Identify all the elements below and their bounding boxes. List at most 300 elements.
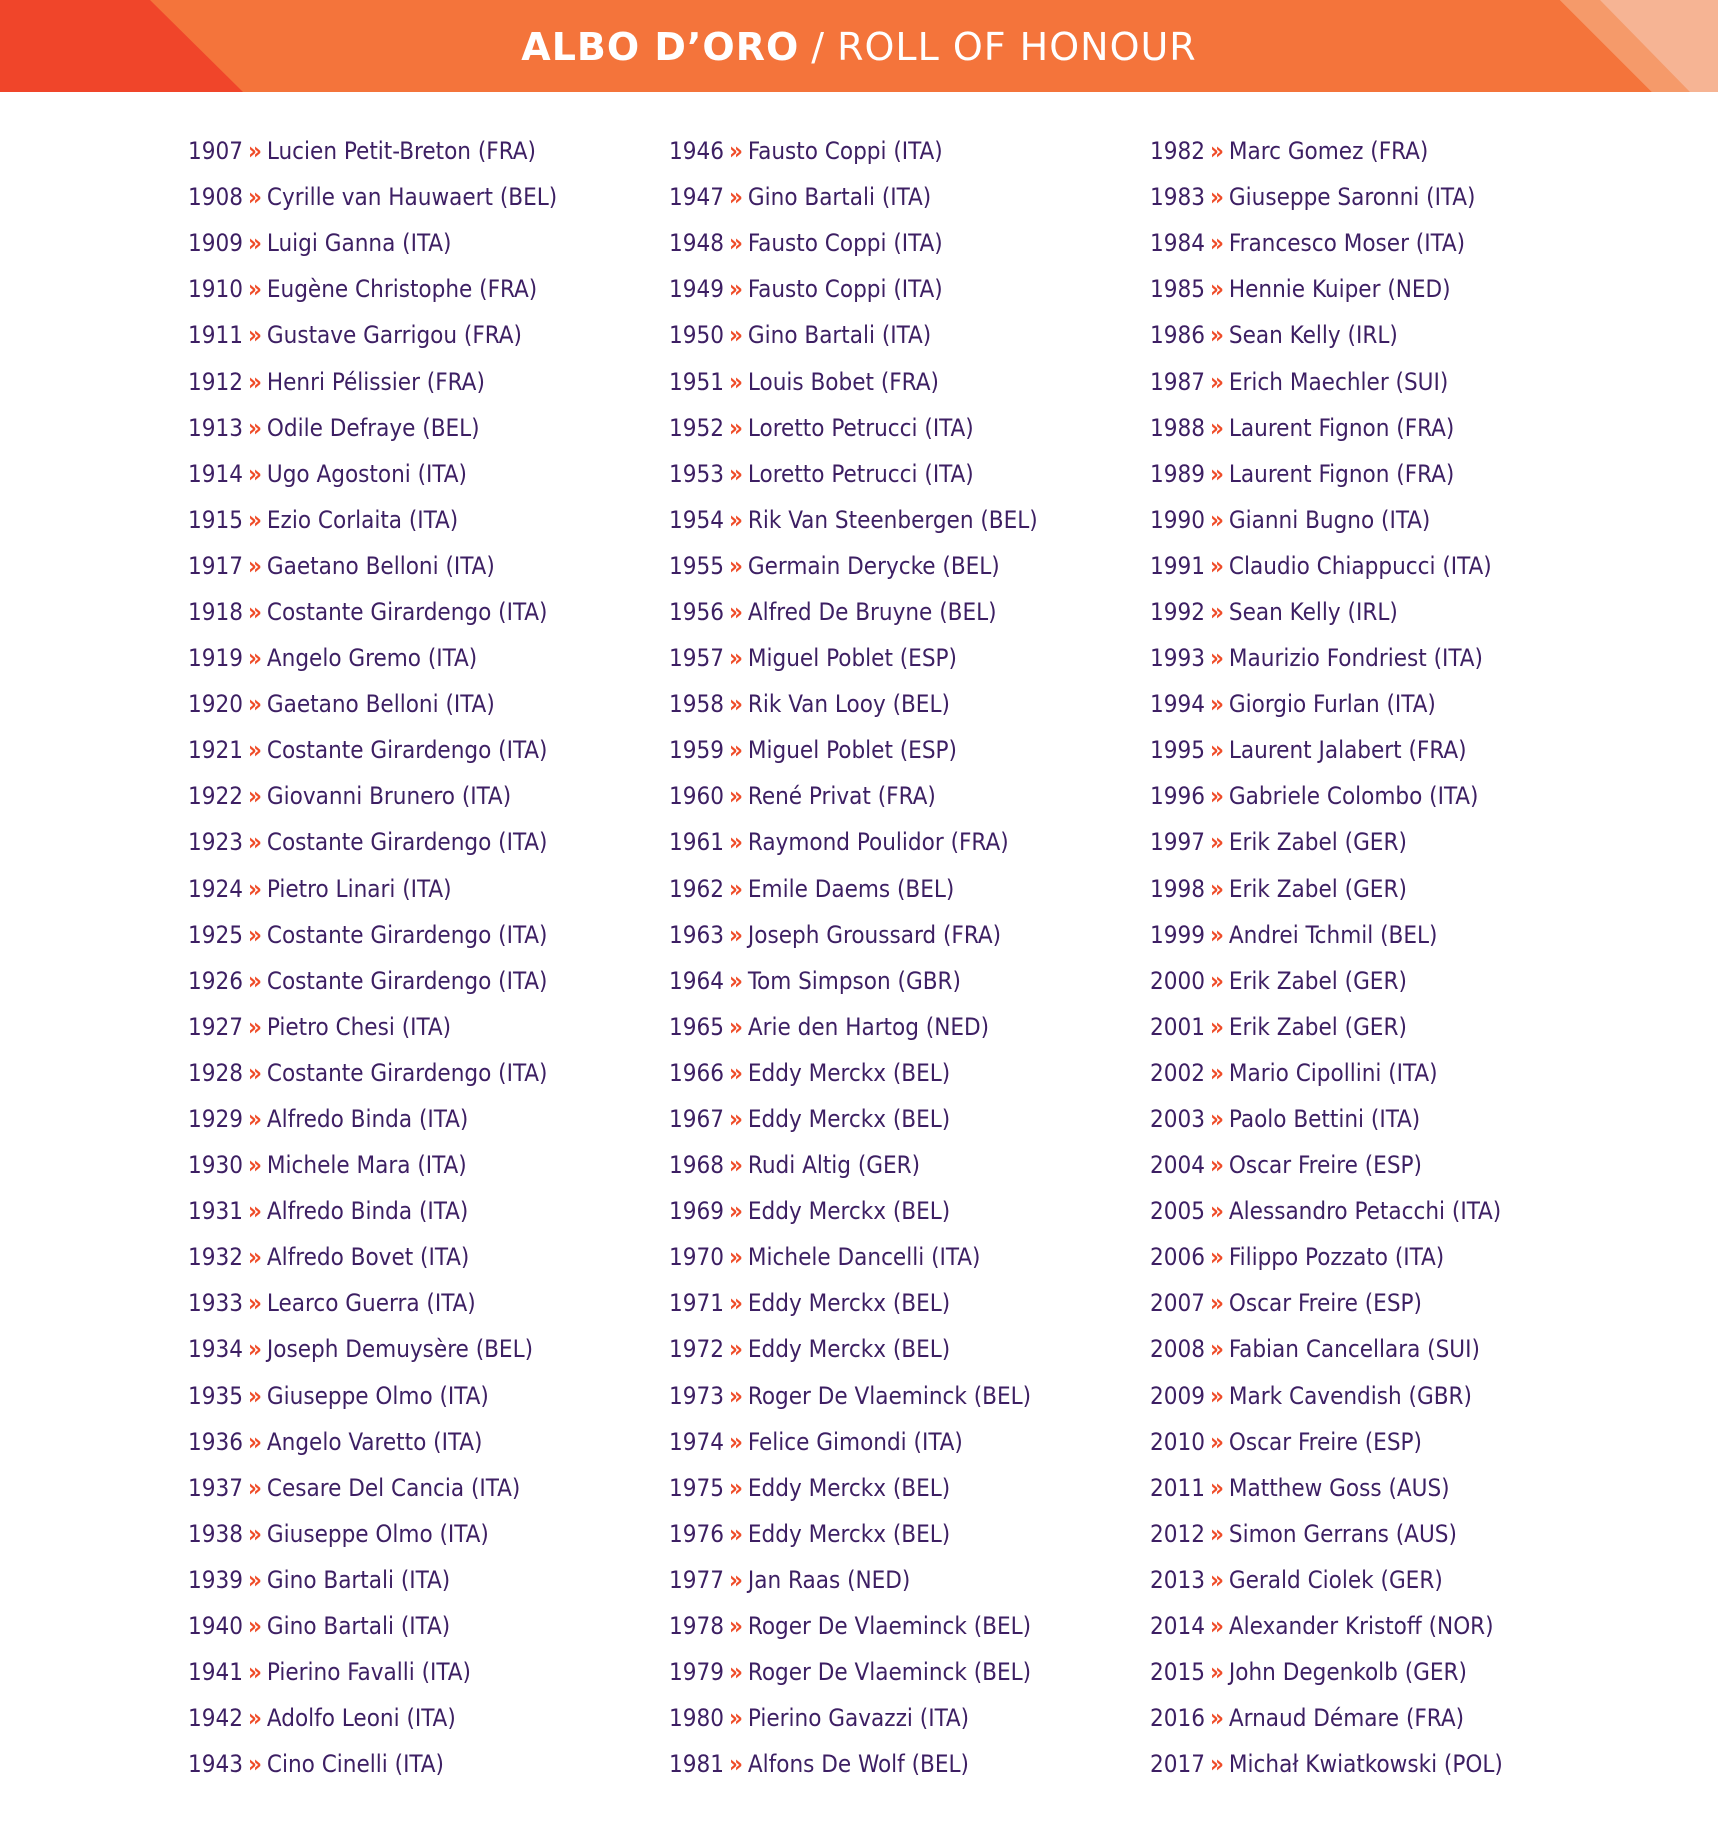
chevron-right-icon: » (1209, 1658, 1224, 1687)
year-label: 1993 (1150, 644, 1205, 673)
list-item (669, 1050, 1038, 1096)
year-label: 1955 (669, 551, 724, 580)
list-item (188, 405, 557, 451)
list-item (669, 958, 1038, 1004)
winner-name: Cino Cinelli (ITA) (266, 1750, 444, 1779)
year-label: 2002 (1150, 1058, 1205, 1087)
year-label: 1910 (188, 275, 243, 304)
winner-name: Rudi Altig (GER) (747, 1151, 921, 1180)
chevron-right-icon: » (1209, 828, 1224, 857)
year-label: 1942 (188, 1704, 243, 1733)
chevron-right-icon: » (728, 874, 743, 903)
year-label: 1968 (669, 1151, 724, 1180)
winner-name: Costante Girardengo (ITA) (266, 828, 548, 857)
chevron-right-icon: » (247, 1565, 262, 1594)
winner-name: Michele Dancelli (ITA) (747, 1243, 981, 1272)
list-item (1150, 1050, 1503, 1096)
chevron-right-icon: » (247, 1243, 262, 1272)
year-label: 1996 (1150, 782, 1205, 811)
year-label: 2001 (1150, 1012, 1205, 1041)
list-item (1150, 1603, 1503, 1649)
chevron-right-icon: » (247, 690, 262, 719)
list-item (188, 773, 557, 819)
list-item (188, 1050, 557, 1096)
year-label: 2014 (1150, 1612, 1205, 1641)
chevron-right-icon: » (247, 1151, 262, 1180)
chevron-right-icon: » (247, 736, 262, 765)
chevron-right-icon: » (247, 1289, 262, 1318)
year-label: 1980 (669, 1704, 724, 1733)
winner-name: Eddy Merckx (BEL) (747, 1197, 951, 1226)
winner-name: Cyrille van Hauwaert (BEL) (266, 183, 558, 212)
year-label: 1961 (669, 828, 724, 857)
winner-name: Erik Zabel (GER) (1228, 874, 1407, 903)
year-label: 1990 (1150, 505, 1205, 534)
year-label: 1976 (669, 1519, 724, 1548)
year-label: 1921 (188, 736, 243, 765)
year-label: 1975 (669, 1473, 724, 1502)
list-item (1150, 405, 1503, 451)
year-label: 1992 (1150, 597, 1205, 626)
year-label: 2009 (1150, 1381, 1205, 1410)
year-label: 1984 (1150, 229, 1205, 258)
winner-name: Loretto Petrucci (ITA) (747, 413, 974, 442)
winner-name: Sean Kelly (IRL) (1228, 597, 1398, 626)
list-item (669, 1419, 1038, 1465)
year-label: 1909 (188, 229, 243, 258)
winner-name: Costante Girardengo (ITA) (266, 736, 548, 765)
chevron-right-icon: » (247, 1750, 262, 1779)
chevron-right-icon: » (247, 874, 262, 903)
list-item (1150, 912, 1503, 958)
chevron-right-icon: » (1209, 1335, 1224, 1364)
chevron-right-icon: » (728, 920, 743, 949)
winner-name: Fausto Coppi (ITA) (747, 275, 943, 304)
list-item (1150, 958, 1503, 1004)
chevron-right-icon: » (728, 137, 743, 166)
chevron-right-icon: » (728, 644, 743, 673)
winner-name: Odile Defraye (BEL) (266, 413, 480, 442)
year-label: 1988 (1150, 413, 1205, 442)
year-label: 2013 (1150, 1565, 1205, 1594)
chevron-right-icon: » (247, 137, 262, 166)
year-label: 1978 (669, 1612, 724, 1641)
list-item (669, 635, 1038, 681)
chevron-right-icon: » (728, 1381, 743, 1410)
chevron-right-icon: » (1209, 1427, 1224, 1456)
chevron-right-icon: » (728, 1427, 743, 1456)
year-label: 1965 (669, 1012, 724, 1041)
winner-name: Alfredo Binda (ITA) (266, 1197, 469, 1226)
list-item (669, 1603, 1038, 1649)
chevron-right-icon: » (728, 1519, 743, 1548)
year-label: 1925 (188, 920, 243, 949)
winner-name: Giorgio Furlan (ITA) (1228, 690, 1436, 719)
chevron-right-icon: » (1209, 1612, 1224, 1641)
year-label: 1911 (188, 321, 243, 350)
winner-name: Matthew Goss (AUS) (1228, 1473, 1450, 1502)
winner-name: Giuseppe Olmo (ITA) (266, 1381, 489, 1410)
chevron-right-icon: » (247, 828, 262, 857)
chevron-right-icon: » (728, 1105, 743, 1134)
winner-name: Ugo Agostoni (ITA) (266, 459, 467, 488)
list-item (669, 1142, 1038, 1188)
year-label: 1966 (669, 1058, 724, 1087)
list-item (1150, 1004, 1503, 1050)
winner-name: Oscar Freire (ESP) (1228, 1151, 1422, 1180)
winner-name: Laurent Fignon (FRA) (1228, 459, 1455, 488)
list-item (188, 497, 557, 543)
year-label: 1929 (188, 1105, 243, 1134)
year-label: 2004 (1150, 1151, 1205, 1180)
chevron-right-icon: » (1209, 1012, 1224, 1041)
chevron-right-icon: » (728, 1612, 743, 1641)
year-label: 1919 (188, 644, 243, 673)
list-item (188, 1603, 557, 1649)
winner-name: Gianni Bugno (ITA) (1228, 505, 1431, 534)
chevron-right-icon: » (247, 1012, 262, 1041)
winner-name: Alexander Kristoff (NOR) (1228, 1612, 1494, 1641)
winner-name: Alfons De Wolf (BEL) (747, 1750, 969, 1779)
winner-name: Gino Bartali (ITA) (747, 183, 932, 212)
list-item (1150, 1142, 1503, 1188)
list-item (188, 1465, 557, 1511)
list-item (669, 497, 1038, 543)
year-label: 1970 (669, 1243, 724, 1272)
chevron-right-icon: » (728, 551, 743, 580)
list-item (669, 773, 1038, 819)
chevron-right-icon: » (247, 1704, 262, 1733)
winner-name: Joseph Demuysère (BEL) (266, 1335, 534, 1364)
list-item (1150, 312, 1503, 358)
year-label: 1963 (669, 920, 724, 949)
winner-name: Mark Cavendish (GBR) (1228, 1381, 1472, 1410)
chevron-right-icon: » (728, 1289, 743, 1318)
winner-name: Eugène Christophe (FRA) (266, 275, 538, 304)
year-label: 1940 (188, 1612, 243, 1641)
list-item (1150, 1465, 1503, 1511)
year-label: 1950 (669, 321, 724, 350)
chevron-right-icon: » (728, 1197, 743, 1226)
chevron-right-icon: » (728, 597, 743, 626)
year-label: 1962 (669, 874, 724, 903)
list-item (188, 1004, 557, 1050)
list-item (669, 1511, 1038, 1557)
year-label: 1973 (669, 1381, 724, 1410)
header-banner (0, 0, 1718, 92)
list-item (669, 1004, 1038, 1050)
list-item (1150, 819, 1503, 865)
year-label: 2015 (1150, 1658, 1205, 1687)
list-item (188, 681, 557, 727)
chevron-right-icon: » (1209, 1750, 1224, 1779)
list-item (188, 727, 557, 773)
year-label: 1918 (188, 597, 243, 626)
chevron-right-icon: » (728, 1243, 743, 1272)
list-item (188, 1234, 557, 1280)
year-label: 1983 (1150, 183, 1205, 212)
list-item (188, 1142, 557, 1188)
chevron-right-icon: » (1209, 1105, 1224, 1134)
chevron-right-icon: » (247, 597, 262, 626)
winner-name: Costante Girardengo (ITA) (266, 920, 548, 949)
winner-name: Oscar Freire (ESP) (1228, 1427, 1422, 1456)
year-label: 2016 (1150, 1704, 1205, 1733)
winner-name: Gaetano Belloni (ITA) (266, 690, 495, 719)
winner-name: Eddy Merckx (BEL) (747, 1519, 951, 1548)
year-label: 1971 (669, 1289, 724, 1318)
list-item (188, 128, 557, 174)
chevron-right-icon: » (247, 367, 262, 396)
title-separator: / (811, 25, 826, 69)
winner-name: Luigi Ganna (ITA) (266, 229, 452, 258)
year-label: 1936 (188, 1427, 243, 1456)
year-label: 1952 (669, 413, 724, 442)
winner-name: Gaetano Belloni (ITA) (266, 551, 495, 580)
list-item (669, 1234, 1038, 1280)
winner-name: Loretto Petrucci (ITA) (747, 459, 974, 488)
chevron-right-icon: » (247, 644, 262, 673)
year-label: 1959 (669, 736, 724, 765)
list-item (669, 266, 1038, 312)
year-label: 1917 (188, 551, 243, 580)
list-item (1150, 174, 1503, 220)
winner-name: Eddy Merckx (BEL) (747, 1335, 951, 1364)
list-item (1150, 681, 1503, 727)
list-item (188, 312, 557, 358)
chevron-right-icon: » (728, 828, 743, 857)
winner-name: Giuseppe Olmo (ITA) (266, 1519, 489, 1548)
winner-name: Erich Maechler (SUI) (1228, 367, 1449, 396)
year-label: 1964 (669, 966, 724, 995)
chevron-right-icon: » (247, 920, 262, 949)
year-label: 1934 (188, 1335, 243, 1364)
year-label: 1981 (669, 1750, 724, 1779)
list-item (1150, 543, 1503, 589)
winner-name: Giovanni Brunero (ITA) (266, 782, 512, 811)
winner-name: Alfred De Bruyne (BEL) (747, 597, 997, 626)
chevron-right-icon: » (728, 1335, 743, 1364)
winner-name: Gerald Ciolek (GER) (1228, 1565, 1443, 1594)
year-label: 2006 (1150, 1243, 1205, 1272)
chevron-right-icon: » (1209, 183, 1224, 212)
winner-name: Oscar Freire (ESP) (1228, 1289, 1422, 1318)
winner-name: Miguel Poblet (ESP) (747, 644, 957, 673)
list-item (669, 220, 1038, 266)
year-label: 1989 (1150, 459, 1205, 488)
chevron-right-icon: » (247, 551, 262, 580)
winner-name: Mario Cipollini (ITA) (1228, 1058, 1438, 1087)
year-label: 1923 (188, 828, 243, 857)
list-item (188, 1373, 557, 1419)
chevron-right-icon: » (1209, 736, 1224, 765)
year-label: 1982 (1150, 137, 1205, 166)
chevron-right-icon: » (1209, 1289, 1224, 1318)
year-label: 1951 (669, 367, 724, 396)
chevron-right-icon: » (247, 1058, 262, 1087)
winner-name: Gino Bartali (ITA) (266, 1565, 451, 1594)
winner-name: Lucien Petit-Breton (FRA) (266, 137, 536, 166)
year-label: 1922 (188, 782, 243, 811)
chevron-right-icon: » (247, 229, 262, 258)
winner-name: Louis Bobet (FRA) (747, 367, 939, 396)
year-label: 1991 (1150, 551, 1205, 580)
winner-name: Ezio Corlaita (ITA) (266, 505, 459, 534)
list-item (188, 1096, 557, 1142)
chevron-right-icon: » (728, 413, 743, 442)
year-label: 1931 (188, 1197, 243, 1226)
list-item (188, 1741, 557, 1787)
year-label: 1932 (188, 1243, 243, 1272)
list-item (669, 1649, 1038, 1695)
chevron-right-icon: » (728, 1151, 743, 1180)
list-item (1150, 589, 1503, 635)
winner-name: Learco Guerra (ITA) (266, 1289, 476, 1318)
list-item (669, 1188, 1038, 1234)
year-label: 1920 (188, 690, 243, 719)
year-label: 2010 (1150, 1427, 1205, 1456)
year-label: 2005 (1150, 1197, 1205, 1226)
winner-name: Angelo Varetto (ITA) (266, 1427, 483, 1456)
list-item (1150, 1511, 1503, 1557)
chevron-right-icon: » (728, 183, 743, 212)
year-label: 1979 (669, 1658, 724, 1687)
year-label: 1972 (669, 1335, 724, 1364)
list-item (669, 866, 1038, 912)
year-label: 2012 (1150, 1519, 1205, 1548)
chevron-right-icon: » (1209, 137, 1224, 166)
chevron-right-icon: » (1209, 1243, 1224, 1272)
year-label: 1953 (669, 459, 724, 488)
list-item (1150, 1649, 1503, 1695)
winner-name: Pietro Linari (ITA) (266, 874, 452, 903)
winner-name: Eddy Merckx (BEL) (747, 1058, 951, 1087)
list-item (669, 912, 1038, 958)
year-label: 2000 (1150, 966, 1205, 995)
year-label: 1938 (188, 1519, 243, 1548)
list-item (1150, 866, 1503, 912)
year-label: 2007 (1150, 1289, 1205, 1318)
year-label: 1928 (188, 1058, 243, 1087)
winner-name: Henri Pélissier (FRA) (266, 367, 485, 396)
list-item (669, 358, 1038, 404)
page-title (0, 0, 1718, 92)
year-label: 1939 (188, 1565, 243, 1594)
chevron-right-icon: » (728, 321, 743, 350)
list-item (669, 727, 1038, 773)
year-label: 1986 (1150, 321, 1205, 350)
year-label: 1937 (188, 1473, 243, 1502)
winner-name: Roger De Vlaeminck (BEL) (747, 1381, 1032, 1410)
list-item (1150, 1741, 1503, 1787)
chevron-right-icon: » (247, 1658, 262, 1687)
list-item (1150, 1234, 1503, 1280)
year-label: 1958 (669, 690, 724, 719)
chevron-right-icon: » (728, 1473, 743, 1502)
chevron-right-icon: » (247, 321, 262, 350)
list-item (1150, 1419, 1503, 1465)
winner-name: Gino Bartali (ITA) (747, 321, 932, 350)
chevron-right-icon: » (247, 275, 262, 304)
chevron-right-icon: » (728, 505, 743, 534)
winner-name: Rik Van Looy (BEL) (747, 690, 950, 719)
list-item (669, 589, 1038, 635)
year-label: 1987 (1150, 367, 1205, 396)
year-label: 2017 (1150, 1750, 1205, 1779)
winner-name: Emile Daems (BEL) (747, 874, 955, 903)
list-item (669, 312, 1038, 358)
year-label: 1915 (188, 505, 243, 534)
winner-name: Pierino Favalli (ITA) (266, 1658, 471, 1687)
chevron-right-icon: » (1209, 229, 1224, 258)
list-item (669, 1280, 1038, 1326)
winner-name: Pietro Chesi (ITA) (266, 1012, 452, 1041)
list-item (188, 1419, 557, 1465)
list-item (1150, 727, 1503, 773)
chevron-right-icon: » (247, 1473, 262, 1502)
year-label: 2003 (1150, 1105, 1205, 1134)
list-item (1150, 358, 1503, 404)
chevron-right-icon: » (1209, 1151, 1224, 1180)
year-label: 1947 (669, 183, 724, 212)
column-3 (1150, 128, 1503, 1787)
year-label: 1927 (188, 1012, 243, 1041)
chevron-right-icon: » (247, 1427, 262, 1456)
winner-name: Felice Gimondi (ITA) (747, 1427, 963, 1456)
chevron-right-icon: » (247, 1519, 262, 1548)
year-label: 1995 (1150, 736, 1205, 765)
winner-name: Costante Girardengo (ITA) (266, 966, 548, 995)
chevron-right-icon: » (247, 413, 262, 442)
list-item (669, 819, 1038, 865)
chevron-right-icon: » (1209, 1058, 1224, 1087)
chevron-right-icon: » (728, 367, 743, 396)
list-item (669, 1465, 1038, 1511)
winner-name: Filippo Pozzato (ITA) (1228, 1243, 1445, 1272)
year-label: 1907 (188, 137, 243, 166)
chevron-right-icon: » (728, 690, 743, 719)
chevron-right-icon: » (247, 1105, 262, 1134)
chevron-right-icon: » (1209, 1519, 1224, 1548)
winner-name: Rik Van Steenbergen (BEL) (747, 505, 1038, 534)
winner-name: Erik Zabel (GER) (1228, 828, 1407, 857)
list-item (1150, 1695, 1503, 1741)
list-item (188, 819, 557, 865)
year-label: 1977 (669, 1565, 724, 1594)
list-item (1150, 128, 1503, 174)
chevron-right-icon: » (247, 183, 262, 212)
chevron-right-icon: » (1209, 275, 1224, 304)
chevron-right-icon: » (1209, 1197, 1224, 1226)
year-label: 1924 (188, 874, 243, 903)
chevron-right-icon: » (728, 275, 743, 304)
winner-name: Gabriele Colombo (ITA) (1228, 782, 1479, 811)
year-label: 1997 (1150, 828, 1205, 857)
chevron-right-icon: » (728, 736, 743, 765)
winner-name: Miguel Poblet (ESP) (747, 736, 957, 765)
list-item (188, 543, 557, 589)
winner-name: Roger De Vlaeminck (BEL) (747, 1658, 1032, 1687)
chevron-right-icon: » (728, 966, 743, 995)
winner-name: Simon Gerrans (AUS) (1228, 1519, 1457, 1548)
winner-name: Raymond Poulidor (FRA) (747, 828, 1009, 857)
chevron-right-icon: » (247, 1612, 262, 1641)
winner-name: Claudio Chiappucci (ITA) (1228, 551, 1492, 580)
chevron-right-icon: » (247, 966, 262, 995)
list-item (188, 220, 557, 266)
winner-name: Michał Kwiatkowski (POL) (1228, 1750, 1503, 1779)
winner-name: Giuseppe Saronni (ITA) (1228, 183, 1476, 212)
